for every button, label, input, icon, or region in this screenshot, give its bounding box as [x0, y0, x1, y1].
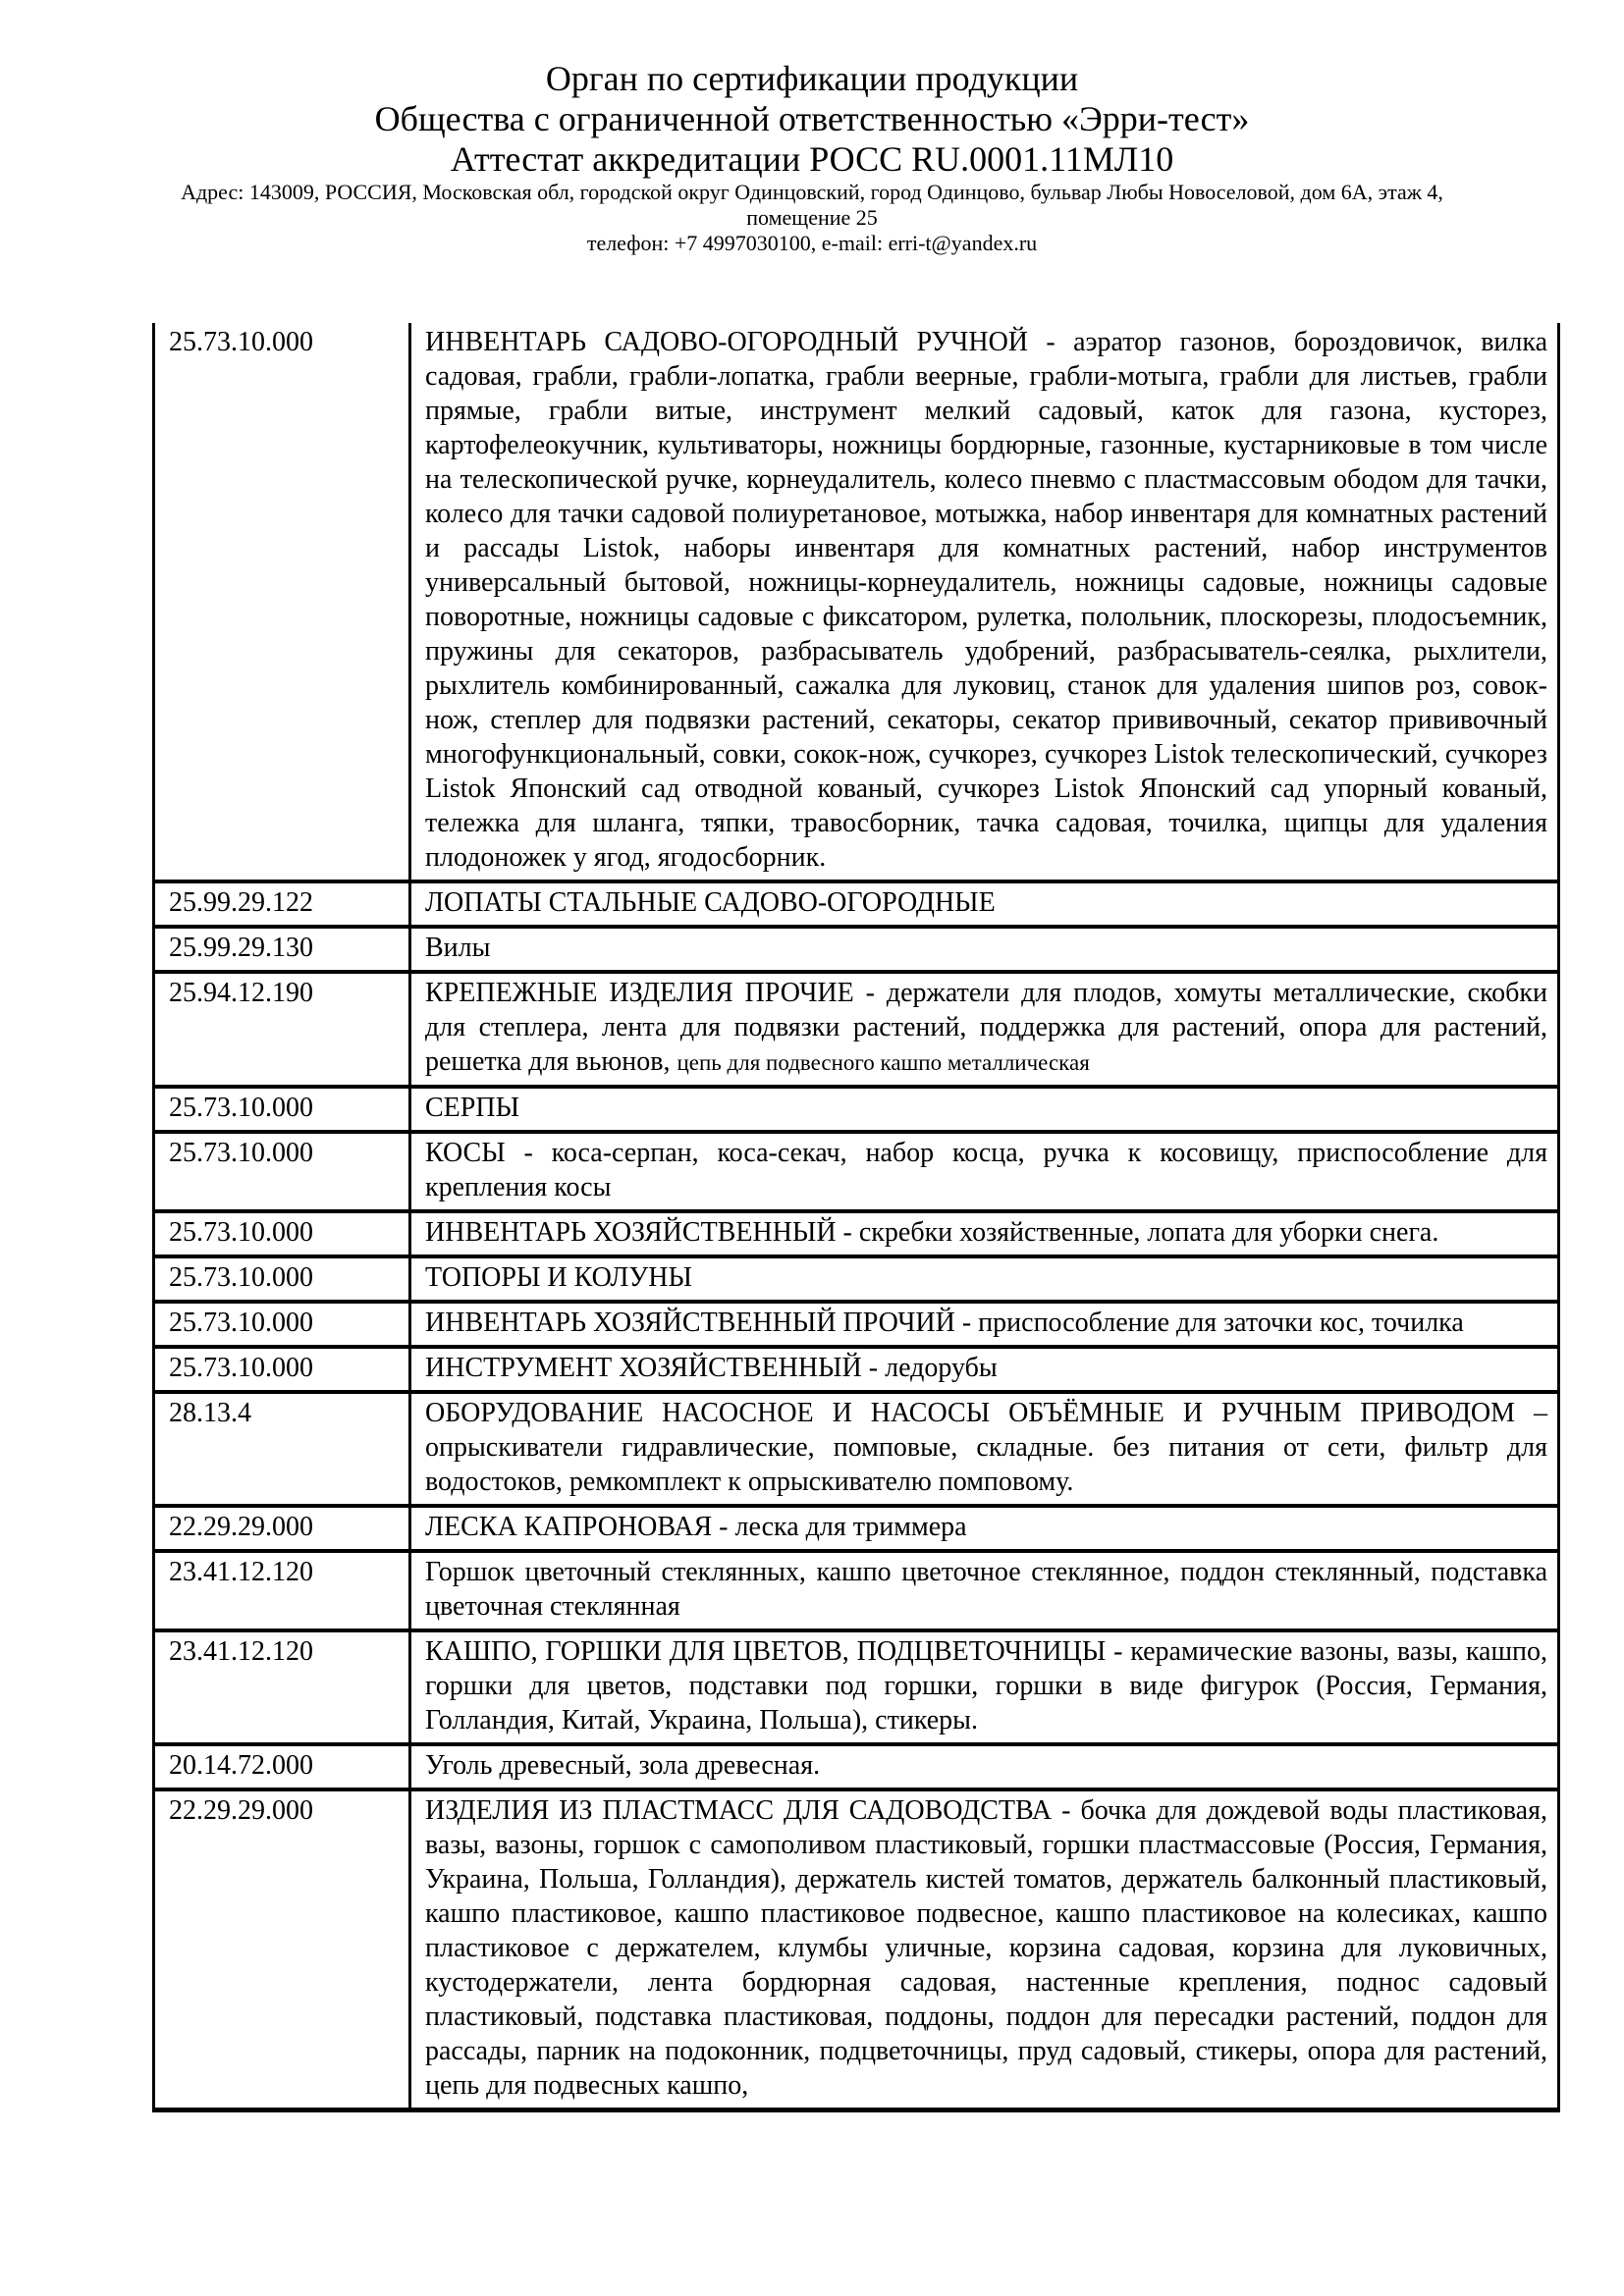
description-heading: ИНВЕНТАРЬ ХОЗЯЙСТВЕННЫЙ ПРОЧИЙ [425, 1308, 955, 1338]
table-row [154, 323, 1559, 881]
table-row [154, 1347, 1559, 1392]
description-heading: ЛОПАТЫ СТАЛЬНЫЕ САДОВО-ОГОРОДНЫЕ [425, 887, 996, 918]
table-row [154, 1551, 1559, 1630]
table-row [154, 927, 1559, 972]
product-description [410, 927, 1559, 972]
header-org-line: Орган по сертификации продукции [545, 59, 1079, 98]
header-address-line-1: Адрес: 143009, РОССИЯ, Московская обл, городской округ Одинцовский, город Одинцово, бульвар Любы Новоселовой, дом 6А, этаж 4, [181, 180, 1443, 204]
description-body: скребки хозяйственные, лопата для уборки снега. [858, 1217, 1439, 1248]
product-code: 25.73.10.000 [154, 1302, 410, 1347]
product-description [410, 881, 1559, 927]
description-heading: КРЕПЕЖНЫЕ ИЗДЕЛИЯ ПРОЧИЕ [425, 978, 854, 1008]
header-company-line: Общества с ограниченной ответственностью «Эрри-тест» [374, 99, 1250, 138]
product-description: ИНВЕНТАРЬ ХОЗЯЙСТВЕННЫЙ - скребки хозяйственные, лопата для уборки снега. [410, 1211, 1559, 1256]
description-body: бочка для дождевой воды пластиковая, вазы, вазоны, горшок с самополивом пластиковый, горшки пластмассовые (Россия, Германия, Украина, Польша, Голландия), держатель кистей томатов, держатель балконный пластиковый, кашпо пластиковое, кашпо пластиковое подвесное, кашпо пластиковое на колесиках, кашпо пластиковое с держателем, клумбы уличные, корзина садовая, корзина для луковичных, кустодержатели, лента бордюрная садовая, настенные крепления, поднос садовый пластиковый, подставка пластиковая, поддоны, поддон для пересадки растений, поддон для рассады, парник на подоконник, подцветочницы, пруд садовый, стикеры, опора для растений, цепь для подвесных кашпо, [425, 1795, 1547, 2101]
product-code: 22.29.29.000 [154, 1506, 410, 1551]
description-body: керамические вазоны, вазы, кашпо, горшки для цветов, подставки под горшки, горшки в виде фигурок (Россия, Германия, Голландия, Китай, Украина, Польша), стикеры. [425, 1636, 1547, 1735]
product-code: 25.73.10.000 [154, 323, 410, 881]
product-description: ИНСТРУМЕНТ ХОЗЯЙСТВЕННЫЙ - ледорубы [410, 1347, 1559, 1392]
product-description: ОБОРУДОВАНИЕ НАСОСНОЕ И НАСОСЫ ОБЪЁМНЫЕ И РУЧНЫМ ПРИВОДОМ – опрыскиватели гидравлические, помповые, складные. без питания от сети, фильтр для водостоков, ремкомплект к опрыскивателю помповому. [410, 1392, 1559, 1506]
product-description [410, 1744, 1559, 1789]
product-code: 23.41.12.120 [154, 1630, 410, 1744]
description-heading: ТОПОРЫ И КОЛУНЫ [425, 1262, 692, 1293]
table-row [154, 881, 1559, 927]
product-description [410, 1256, 1559, 1302]
description-body: леска для триммера [734, 1512, 967, 1542]
product-code: 25.73.10.000 [154, 1087, 410, 1132]
description-heading: КАШПО, ГОРШКИ ДЛЯ ЦВЕТОВ, ПОДЦВЕТОЧНИЦЫ [425, 1636, 1107, 1667]
description-body: приспособление для заточки кос, точилка [978, 1308, 1464, 1338]
product-code: 25.73.10.000 [154, 1211, 410, 1256]
description-body: Уголь древесный, зола древесная. [425, 1750, 821, 1781]
table-row [154, 972, 1559, 1087]
header-contact-line: телефон: +7 4997030100, e-mail: erri-t@yandex.ru [586, 231, 1038, 255]
product-code: 25.99.29.130 [154, 927, 410, 972]
product-description: ИНВЕНТАРЬ САДОВО-ОГОРОДНЫЙ РУЧНОЙ - аэратор газонов, бороздовичок, вилка садовая, грабли, грабли-лопатка, грабли веерные, грабли-мотыга, грабли для листьев, грабли прямые, грабли витые, инструмент мелкий садовый, каток для газона, кусторез, картофелеокучник, культиваторы, ножницы бордюрные, газонные, кустарниковые в том числе на телескопической ручке, корнеудалитель, колесо пневмо с пластмассовым ободом для тачки, колесо для тачки садовой полиуретановое, мотыжка, набор инвентаря для комнатных растений и рассады Listok, наборы инвентаря для комнатных растений, набор инструментов универсальный бытовой, ножницы-корнеудалитель, ножницы садовые, ножницы садовые поворотные, ножницы садовые с фиксатором, рулетка, полольник, плоскорезы, плодосъемник, пружины для секаторов, разбрасыватель удобрений, разбрасыватель-сеялка, рыхлители, рыхлитель комбинированный, сажалка для луковиц, станок для удаления шипов роз, совок-нож, степлер для подвязки растений, секаторы, секатор прививочный, секатор прививочный многофункциональный, совки, сокок-нож, сучкорез, сучкорез Listok телескопический, сучкорез Listok Японский сад отводной кованый, сучкорез Listok Японский сад упорный кованый, тележка для шланга, тяпки, травосборник, тачка садовая, точилка, щипцы для удаления плодоножек у ягод, ягодосборник. [425, 327, 1548, 873]
description-body: держатели для плодов, хомуты металлические, скобки для степлера, лента для подвязки растений, поддержка для растений, опора для растений, решетка для вьюнов, [425, 978, 1548, 1077]
product-code: 25.94.12.190 [154, 972, 410, 1087]
description-body: Горшок цветочный стеклянных, кашпо цветочное стеклянное, поддон стеклянный, подставка цветочная стеклянная [425, 1557, 1547, 1622]
product-code: 22.29.29.000 [154, 1789, 410, 2110]
header-address-line-2: помещение 25 [746, 205, 878, 230]
product-description: КРЕПЕЖНЫЕ ИЗДЕЛИЯ ПРОЧИЕ - держатели для плодов, хомуты металлические, скобки для степлера, лента для подвязки растений, поддержка для растений, опора для растений, решетка для вьюнов, цепь для подвесного кашпо металлическая [410, 972, 1559, 1087]
product-description [410, 1551, 1559, 1630]
description-body: ледорубы [885, 1353, 998, 1383]
product-code: 25.99.29.122 [154, 881, 410, 927]
product-code: 20.14.72.000 [154, 1744, 410, 1789]
description-heading: ИНСТРУМЕНТ ХОЗЯЙСТВЕННЫЙ [425, 1353, 862, 1383]
description-heading: ИНВЕНТАРЬ ХОЗЯЙСТВЕННЫЙ [425, 1217, 837, 1248]
description-body: опрыскиватели гидравлические, помповые, складные. без питания от сети, фильтр для водостоков, ремкомплект к опрыскивателю помповому. [425, 1432, 1547, 1497]
document-header [0, 0, 1624, 256]
product-code: 28.13.4 [154, 1392, 410, 1506]
table-body [154, 323, 1559, 2110]
table-row [154, 1302, 1559, 1347]
description-body: Вилы [425, 933, 491, 963]
description-body: аэратор газонов, бороздовичок, вилка садовая, грабли, грабли-лопатка, грабли веерные, грабли-мотыга, грабли для листьев, грабли прямые, грабли витые, инструмент мелкий садовый, каток для газона, кусторез, картофелеокучник, культиваторы, ножницы бордюрные, газонные, кустарниковые в том числе на телескопической ручке, корнеудалитель, колесо пневмо с пластмассовым ободом для тачки, колесо для тачки садовой полиуретановое, мотыжка, набор инвентаря для комнатных растений и рассады Listok, наборы инвентаря для комнатных растений, набор инструментов универсальный бытовой, ножницы-корнеудалитель, ножницы садовые, ножницы садовые поворотные, ножницы садовые с фиксатором, рулетка, полольник, плоскорезы, плодосъемник, пружины для секаторов, разбрасыватель удобрений, разбрасыватель-сеялка, рыхлители, рыхлитель комбинированный, сажалка для луковиц, станок для удаления шипов роз, совок-нож, степлер для подвязки растений, секаторы, секатор прививочный, секатор прививочный многофункциональный, совки, сокок-нож, сучкорез, сучкорез Listok телескопический, сучкорез Listok Японский сад отводной кованый, сучкорез Listok Японский сад упорный кованый, тележка для шланга, тяпки, травосборник, тачка садовая, точилка, щипцы для удаления плодоножек у ягод, ягодосборник. [425, 327, 1548, 873]
description-heading: ИЗДЕЛИЯ ИЗ ПЛАСТМАСС ДЛЯ САДОВОДСТВА [425, 1795, 1053, 1826]
header-accreditation-line: Аттестат аккредитации РОСС RU.0001.11МЛ10 [450, 139, 1174, 179]
table-row [154, 1211, 1559, 1256]
table-row [154, 1789, 1559, 2110]
description-heading: ЛЕСКА КАПРОНОВАЯ [425, 1512, 713, 1542]
product-code: 23.41.12.120 [154, 1551, 410, 1630]
product-description: ИНВЕНТАРЬ ХОЗЯЙСТВЕННЫЙ ПРОЧИЙ - приспособление для заточки кос, точилка [410, 1302, 1559, 1347]
product-code: 25.73.10.000 [154, 1347, 410, 1392]
product-description [410, 1087, 1559, 1132]
product-description: КАШПО, ГОРШКИ ДЛЯ ЦВЕТОВ, ПОДЦВЕТОЧНИЦЫ - керамические вазоны, вазы, кашпо, горшки для цветов, подставки под горшки, горшки в виде фигурок (Россия, Германия, Голландия, Китай, Украина, Польша), стикеры. [410, 1630, 1559, 1744]
product-code: 25.73.10.000 [154, 1256, 410, 1302]
description-heading: КОСЫ [425, 1138, 506, 1168]
product-description: КОСЫ - коса-серпан, коса-секач, набор косца, ручка к косовищу, приспособление для крепления косы [410, 1132, 1559, 1211]
description-heading: СЕРПЫ [425, 1093, 519, 1123]
table-row [154, 1392, 1559, 1506]
product-description: ЛЕСКА КАПРОНОВАЯ - леска для триммера [410, 1506, 1559, 1551]
table-row [154, 1087, 1559, 1132]
description-body: коса-серпан, коса-секач, набор косца, ручка к косовищу, приспособление для крепления косы [425, 1138, 1547, 1202]
table-row [154, 1256, 1559, 1302]
description-heading: ОБОРУДОВАНИЕ НАСОСНОЕ И НАСОСЫ ОБЪЁМНЫЕ И РУЧНЫМ ПРИВОДОМ [425, 1398, 1516, 1428]
product-codes-table [152, 323, 1560, 2112]
description-small-text: цепь для подвесного кашпо металлическая [677, 1050, 1090, 1075]
table-row [154, 1132, 1559, 1211]
product-description: ИЗДЕЛИЯ ИЗ ПЛАСТМАСС ДЛЯ САДОВОДСТВА - бочка для дождевой воды пластиковая, вазы, вазоны, горшок с самополивом пластиковый, горшки пластмассовые (Россия, Германия, Украина, Польша, Голландия), держатель кистей томатов, держатель балконный пластиковый, кашпо пластиковое, кашпо пластиковое подвесное, кашпо пластиковое на колесиках, кашпо пластиковое с держателем, клумбы уличные, корзина садовая, корзина для луковичных, кустодержатели, лента бордюрная садовая, настенные крепления, поднос садовый пластиковый, подставка пластиковая, поддоны, поддон для пересадки растений, поддон для рассады, парник на подоконник, подцветочницы, пруд садовый, стикеры, опора для растений, цепь для подвесных кашпо, [410, 1789, 1559, 2110]
product-code: 25.73.10.000 [154, 1132, 410, 1211]
table-row [154, 1630, 1559, 1744]
table-row [154, 1744, 1559, 1789]
table-row [154, 1506, 1559, 1551]
description-heading: ИНВЕНТАРЬ САДОВО-ОГОРОДНЫЙ РУЧНОЙ [425, 327, 1029, 357]
